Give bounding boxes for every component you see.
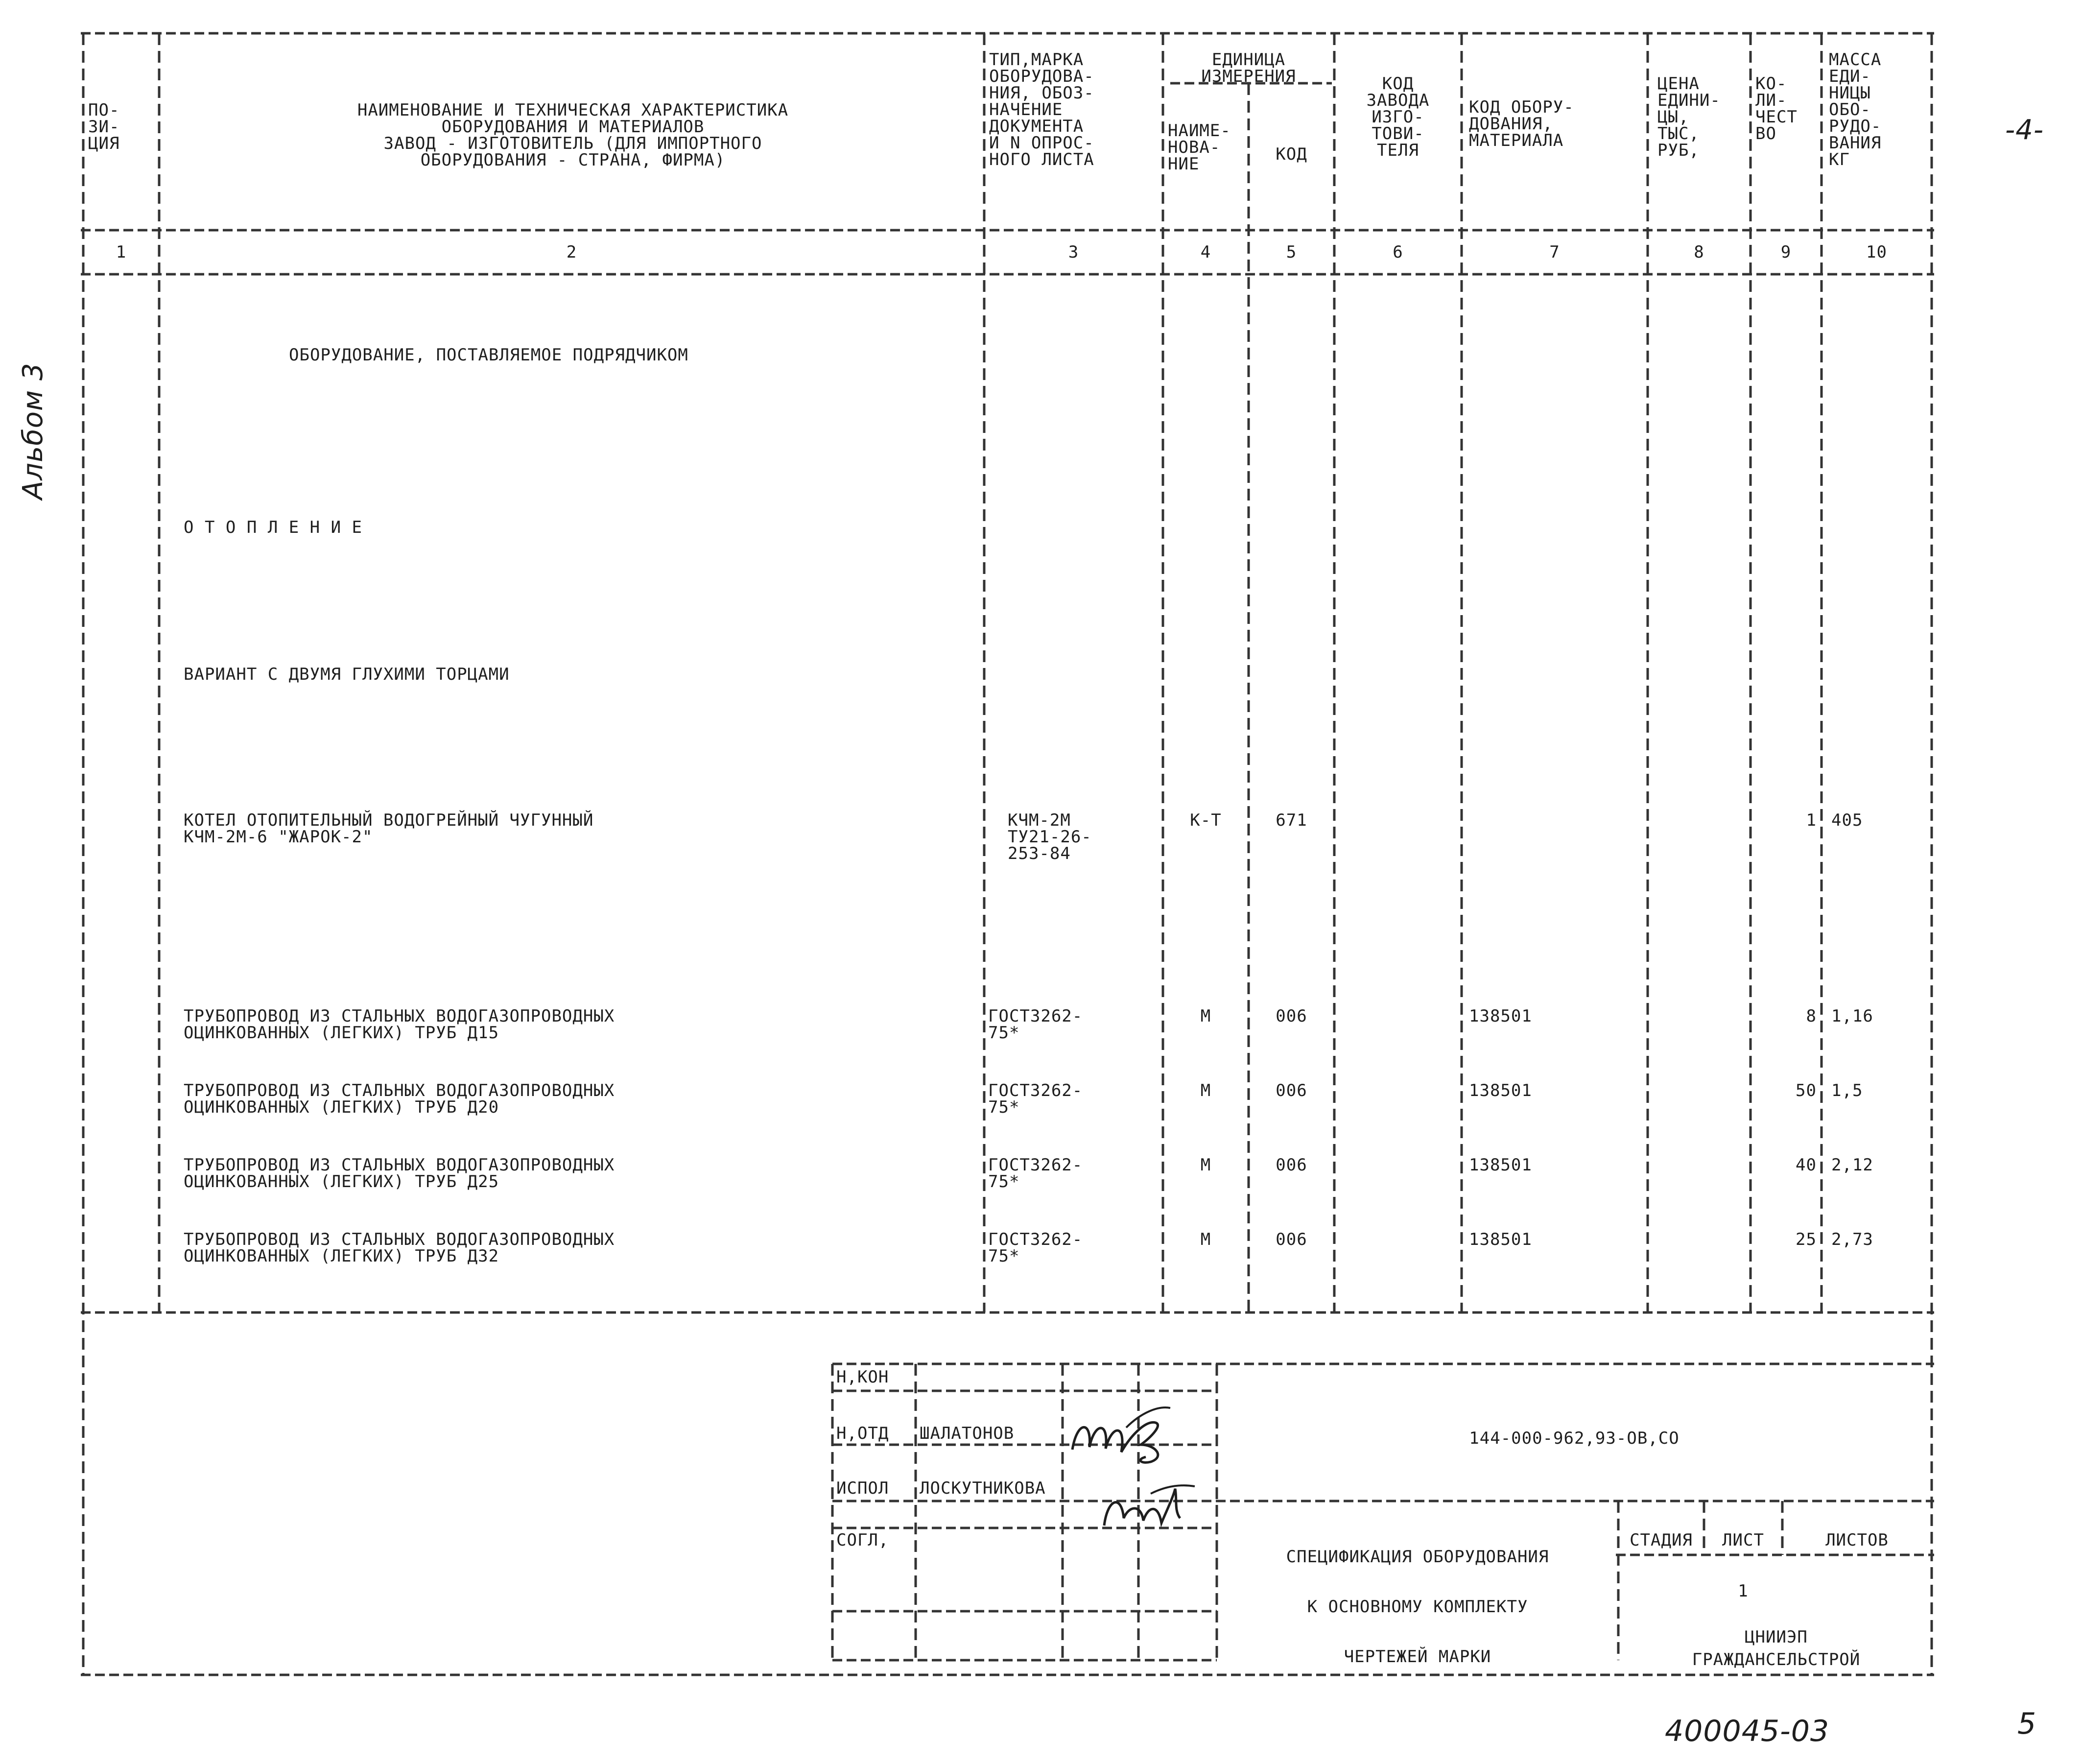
item-type: ГОСТ3262- 75* — [988, 1230, 1083, 1266]
header-price: ЦЕНА ЕДИНИ- ЦЫ, ТЫС, РУБ, — [1657, 74, 1721, 160]
item-material-code: 138501 — [1469, 1230, 1532, 1249]
column-number: 4 — [1200, 242, 1211, 262]
item-quantity: 50 — [1796, 1081, 1817, 1100]
stamp-name: ШАЛАТОНОВ — [920, 1424, 1015, 1443]
column-number: 1 — [116, 242, 127, 262]
item-code: 006 — [1276, 1081, 1307, 1100]
item-unit: М — [1200, 1006, 1211, 1026]
column-number: 6 — [1393, 242, 1403, 262]
header-mass: МАССА ЕДИ- НИЦЫ ОБО- РУДО- ВАНИЯ КГ — [1829, 50, 1882, 169]
item-unit: М — [1200, 1230, 1211, 1249]
stamp-role: ИСПОЛ — [836, 1478, 889, 1498]
inventory-number: 400045-03 — [1665, 1714, 1830, 1748]
page-number: 5 — [2017, 1707, 2037, 1741]
item-name: КОТЕЛ ОТОПИТЕЛЬНЫЙ ВОДОГРЕЙНЫЙ ЧУГУННЫЙ КЧМ-2М-6 "ЖАРОК-2" — [184, 810, 594, 847]
item-quantity: 40 — [1796, 1155, 1817, 1175]
column-number: 3 — [1068, 242, 1079, 262]
column-number: 9 — [1780, 242, 1792, 262]
item-name: ТРУБОПРОВОД ИЗ СТАЛЬНЫХ ВОДОГАЗОПРОВОДНЫХ ОЦИНКОВАННЫХ (ЛЕГКИХ) ТРУБ Д32 — [184, 1230, 615, 1266]
item-code: 006 — [1276, 1230, 1307, 1249]
stamp-role: Н,ОТД — [836, 1424, 889, 1443]
item-type: ГОСТ3262- 75* — [988, 1006, 1083, 1043]
header-type: ТИП,МАРКА ОБОРУДОВА- НИЯ, ОБОЗ- НАЧЕНИЕ ДОКУМЕНТА И N ОПРОС- НОГО ЛИСТА — [989, 50, 1094, 169]
item-type: ГОСТ3262- 75* — [988, 1081, 1083, 1117]
item-quantity: 8 — [1806, 1006, 1817, 1026]
item-name: ТРУБОПРОВОД ИЗ СТАЛЬНЫХ ВОДОГАЗОПРОВОДНЫХ ОЦИНКОВАННЫХ (ЛЕГКИХ) ТРУБ Д25 — [184, 1155, 615, 1192]
item-material-code: 138501 — [1469, 1081, 1532, 1100]
header-quantity: КО- ЛИ- ЧЕСТ ВО — [1755, 74, 1798, 143]
item-mass: 405 — [1831, 810, 1863, 830]
stamp-role: Н,КОН — [836, 1367, 889, 1387]
item-unit: К-Т — [1190, 810, 1222, 830]
item-unit: М — [1200, 1155, 1211, 1175]
page-mark: -4- — [2005, 114, 2044, 146]
item-mass: 2,73 — [1831, 1230, 1873, 1249]
header-unit-code: КОД — [1276, 144, 1307, 164]
item-code: 006 — [1276, 1006, 1307, 1026]
sheet-label: ЛИСТ — [1722, 1530, 1764, 1550]
item-quantity: 25 — [1796, 1230, 1817, 1249]
stamp-role: СОГЛ, — [836, 1530, 889, 1550]
item-code: 006 — [1276, 1155, 1307, 1175]
header-name: НАИМЕНОВАНИЕ И ТЕХНИЧЕСКАЯ ХАРАКТЕРИСТИКА ОБОРУДОВАНИЯ И МАТЕРИАЛОВ ЗАВОД - ИЗГОТОВИТЕЛЬ (ДЛЯ ИМПОРТНОГО ОБОРУДОВАНИЯ - СТРАНА, ФИРМА) — [357, 100, 789, 170]
item-code: 671 — [1276, 810, 1307, 830]
section-supplied: ОБОРУДОВАНИЕ, ПОСТАВЛЯЕМОЕ ПОДРЯДЧИКОМ — [289, 345, 688, 365]
organization: ЦНИИЭП ГРАЖДАНСЕЛЬСТРОЙ — [1692, 1627, 1861, 1669]
header-unit-name: НАИМЕ- НОВА- НИЕ — [1168, 121, 1231, 174]
item-name: ТРУБОПРОВОД ИЗ СТАЛЬНЫХ ВОДОГАЗОПРОВОДНЫХ ОЦИНКОВАННЫХ (ЛЕГКИХ) ТРУБ Д15 — [184, 1006, 615, 1043]
header-factory-code: КОД ЗАВОДА ИЗГО- ТОВИ- ТЕЛЯ — [1366, 74, 1430, 160]
header-material-code: КОД ОБОРУ- ДОВАНИЯ, МАТЕРИАЛА — [1469, 97, 1574, 150]
item-quantity: 1 — [1806, 810, 1817, 830]
item-type: КЧМ-2М ТУ21-26- 253-84 — [1008, 810, 1092, 863]
item-mass: 1,16 — [1831, 1006, 1873, 1026]
item-type: ГОСТ3262- 75* — [988, 1155, 1083, 1192]
item-name: ТРУБОПРОВОД ИЗ СТАЛЬНЫХ ВОДОГАЗОПРОВОДНЫХ ОЦИНКОВАННЫХ (ЛЕГКИХ) ТРУБ Д20 — [184, 1081, 615, 1117]
sheets-label: ЛИСТОВ — [1825, 1530, 1889, 1550]
header-unit-group: ЕДИНИЦА ИЗМЕРЕНИЯ — [1201, 50, 1296, 86]
column-number: 8 — [1694, 242, 1704, 262]
sheet-number: 1 — [1738, 1581, 1749, 1601]
document-title: СПЕЦИФИКАЦИЯ ОБОРУДОВАНИЯ К ОСНОВНОМУ КОМПЛЕКТУ ЧЕРТЕЖЕЙ МАРКИ — [1286, 1547, 1549, 1667]
album-label: Альбом 3 — [17, 362, 49, 500]
item-material-code: 138501 — [1469, 1006, 1532, 1026]
item-mass: 1,5 — [1831, 1081, 1863, 1100]
column-number: 10 — [1866, 242, 1887, 262]
stamp-name: ЛОСКУТНИКОВА — [920, 1478, 1046, 1498]
stage-label: СТАДИЯ — [1630, 1530, 1693, 1550]
header-position: ПО- ЗИ- ЦИЯ — [88, 100, 120, 153]
document-designation: 144-000-962,93-ОВ,СО — [1469, 1429, 1680, 1448]
section-variant: ВАРИАНТ С ДВУМЯ ГЛУХИМИ ТОРЦАМИ — [184, 665, 510, 684]
item-mass: 2,12 — [1831, 1155, 1873, 1175]
item-unit: М — [1200, 1081, 1211, 1100]
column-number: 5 — [1286, 242, 1297, 262]
section-heating: О Т О П Л Е Н И Е — [184, 518, 362, 537]
column-number: 7 — [1549, 242, 1560, 262]
column-number: 2 — [566, 242, 577, 262]
item-material-code: 138501 — [1469, 1155, 1532, 1175]
